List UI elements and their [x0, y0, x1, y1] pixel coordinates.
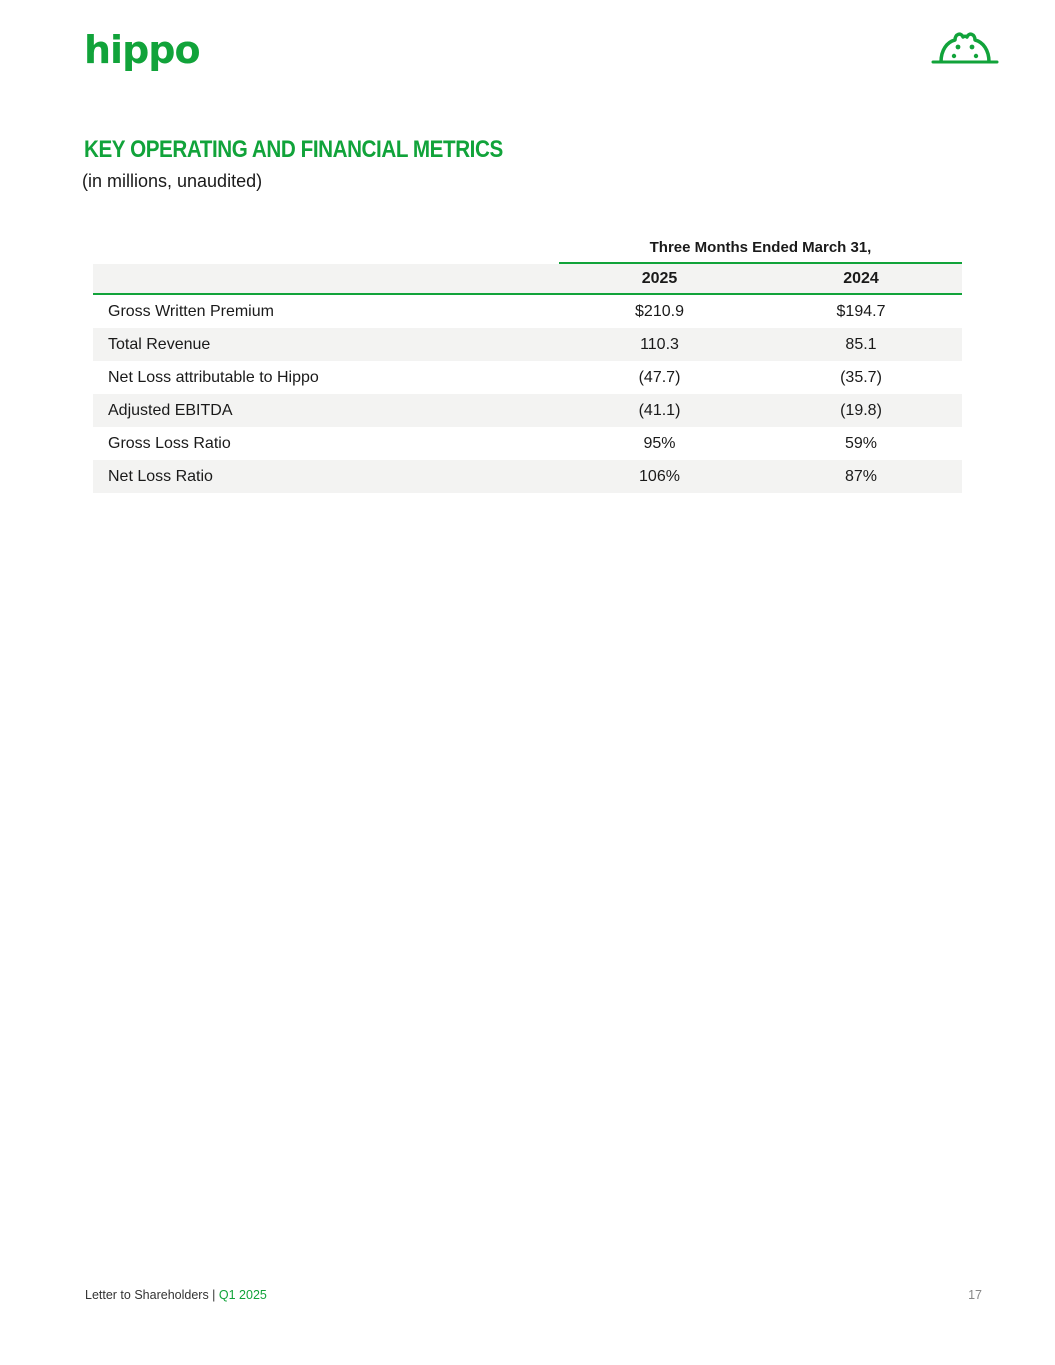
metrics-table [93, 232, 962, 493]
page-subtitle: (in millions, unaudited) [82, 171, 263, 191]
value-2024: (19.8) [840, 402, 882, 419]
row-label: Net Loss attributable to Hippo [108, 369, 319, 386]
period-header: Three Months Ended March 31, [559, 232, 962, 264]
row-label: Net Loss Ratio [108, 468, 213, 485]
table-row [93, 328, 962, 361]
page-title: KEY OPERATING AND FINANCIAL METRICS [84, 136, 503, 163]
value-2025: 95% [643, 435, 676, 452]
year-header-2025: 2025 [641, 270, 678, 287]
value-2025: 106% [639, 468, 680, 485]
footer-doc-name: Letter to Shareholders [85, 1288, 209, 1302]
row-label: Total Revenue [108, 336, 211, 353]
value-2024: $194.7 [836, 303, 886, 320]
value-2025: $210.9 [635, 303, 684, 320]
row-label: Gross Loss Ratio [108, 435, 231, 452]
value-2025: (41.1) [638, 402, 681, 419]
footer-separator: | [208, 1288, 219, 1302]
value-2024: (35.7) [840, 369, 882, 386]
table-row [93, 460, 962, 493]
value-2024: 59% [844, 435, 878, 452]
value-2025: 110.3 [640, 336, 679, 353]
footer-period: Q1 2025 [218, 1288, 267, 1302]
year-header-2024: 2024 [843, 270, 879, 287]
hippo-icon [931, 28, 999, 66]
row-label: Adjusted EBITDA [108, 402, 233, 419]
period-header-row [93, 232, 962, 264]
table-row [93, 394, 962, 427]
row-label: Gross Written Premium [108, 303, 274, 320]
year-header-row [93, 264, 962, 295]
value-2024: 87% [844, 468, 878, 485]
table-row [93, 427, 962, 460]
brand-logo: hippo [84, 28, 200, 72]
table-row [93, 295, 962, 328]
footer-doc-label [85, 1288, 267, 1302]
page-number: 17 [968, 1288, 982, 1302]
table-row [93, 361, 962, 394]
value-2024: 85.1 [845, 336, 877, 353]
value-2025: (47.7) [638, 369, 681, 386]
